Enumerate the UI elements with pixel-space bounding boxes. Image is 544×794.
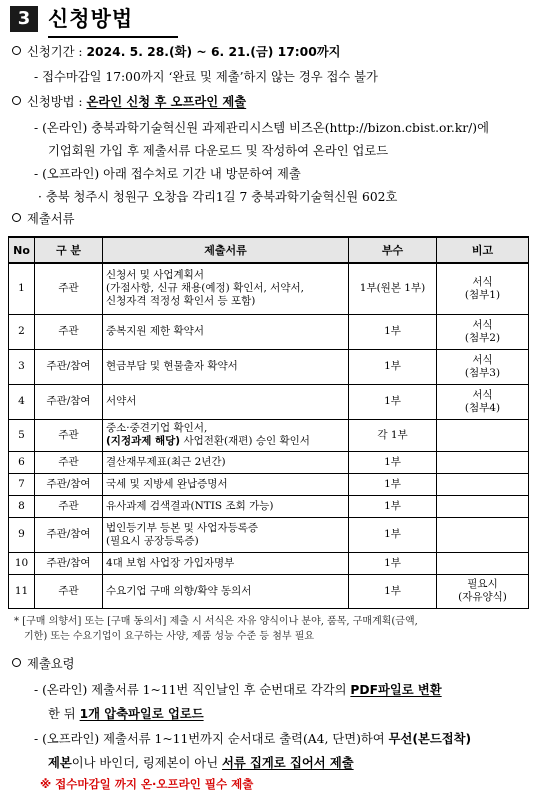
row-no: 9: [9, 517, 35, 552]
method-offline: - (오프라인) 아래 접수처로 기간 내 방문하여 제출: [34, 167, 301, 181]
circle-bullet-icon: [12, 213, 21, 222]
row-remarks: [437, 517, 529, 552]
period-line: [12, 44, 341, 60]
method-label: 신청방법 :: [27, 95, 83, 109]
circle-bullet-icon: [12, 46, 21, 55]
designated-task-label: (지정과제 해당): [106, 435, 181, 447]
table-row: [9, 384, 529, 419]
row-document: 수요기업 구매 의향/확약 동의서: [103, 574, 349, 608]
procedure-online: [34, 678, 534, 726]
row-document-part: 사업전환(재편) 승인 확인서: [180, 435, 310, 447]
header-document: 제출서류: [103, 237, 349, 263]
method-address: · 충북 청주시 청원구 오창읍 각리1길 7 충북과학기술혁신원 602호: [38, 190, 398, 204]
period-label: 신청기간 :: [27, 45, 83, 59]
method-value: 온라인 신청 후 오프라인 제출: [86, 95, 247, 109]
row-copies: 1부: [349, 473, 437, 495]
section-header: [10, 6, 534, 34]
deadline-warning: [40, 776, 253, 792]
row-document: 국세 및 지방세 완납증명서: [103, 473, 349, 495]
table-row: [9, 263, 529, 314]
row-remarks: 서식 (첨부1): [437, 263, 529, 314]
row-remarks: 서식 (첨부2): [437, 314, 529, 349]
row-type: 주관/참여: [35, 384, 103, 419]
procedure-heading: [12, 656, 75, 672]
docs-heading: [12, 211, 75, 227]
table-row: [9, 451, 529, 473]
row-copies: 1부: [349, 349, 437, 384]
row-remarks: [437, 451, 529, 473]
table-row: [9, 349, 529, 384]
zip-upload-emphasis: 1개 압축파일로 업로드: [79, 707, 204, 721]
header-type: 구 분: [35, 237, 103, 263]
warning-text: ※ 접수마감일 까지 온·오프라인 필수 제출: [40, 777, 254, 791]
row-document: 법인등기부 등본 및 사업자등록증 (필요시 공장등록증): [103, 517, 349, 552]
row-copies: 1부: [349, 495, 437, 517]
row-remarks: [437, 495, 529, 517]
row-document-part: 중소·중견기업 확인서,: [106, 422, 208, 434]
row-document: 현금부담 및 현물출자 확약서: [103, 349, 349, 384]
table-row: [9, 314, 529, 349]
row-copies: 1부: [349, 517, 437, 552]
row-document: [103, 419, 349, 451]
circle-bullet-icon: [12, 658, 21, 667]
row-no: 10: [9, 552, 35, 574]
row-no: 8: [9, 495, 35, 517]
purchase-footnote: [14, 614, 524, 644]
section-title-underline: [48, 36, 178, 38]
row-type: 주관: [35, 263, 103, 314]
row-type: 주관: [35, 314, 103, 349]
row-copies: 각 1부: [349, 419, 437, 451]
row-document: 결산재무제표(최근 2년간): [103, 451, 349, 473]
method-online-1: - (온라인) 충북과학기술혁신원 과제관리시스템 비즈온(http://bizon.cbist.or.kr/)에: [34, 121, 489, 135]
row-document: 4대 보험 사업장 가입자명부: [103, 552, 349, 574]
row-copies: 1부: [349, 314, 437, 349]
row-document: 서약서: [103, 384, 349, 419]
period-note: - 접수마감일 17:00까지 ‘완료 및 제출’하지 않는 경우 접수 불가: [34, 70, 378, 84]
header-remarks: 비고: [437, 237, 529, 263]
table-header-row: [9, 237, 529, 263]
row-no: 7: [9, 473, 35, 495]
row-remarks: [437, 419, 529, 451]
row-type: 주관/참여: [35, 552, 103, 574]
table-row: [9, 574, 529, 608]
row-copies: 1부: [349, 451, 437, 473]
row-no: 4: [9, 384, 35, 419]
documents-table: [8, 236, 529, 609]
row-no: 5: [9, 419, 35, 451]
table-row: [9, 473, 529, 495]
row-remarks: [437, 552, 529, 574]
binding-emphasis: 무선(본드접착): [388, 732, 472, 746]
row-copies: 1부(원본 1부): [349, 263, 437, 314]
row-type: 주관: [35, 495, 103, 517]
procedure-offline: [34, 727, 534, 775]
row-type: 주관: [35, 574, 103, 608]
row-type: 주관/참여: [35, 473, 103, 495]
row-type: 주관/참여: [35, 349, 103, 384]
row-document: 유사과제 검색결과(NTIS 조회 가능): [103, 495, 349, 517]
docs-title: 제출서류: [27, 212, 75, 226]
row-copies: 1부: [349, 384, 437, 419]
section-title: 신청방법: [48, 7, 134, 31]
circle-bullet-icon: [12, 96, 21, 105]
footnote-line-1: * [구매 의향서] 또는 [구매 동의서] 제출 시 서식은 자유 양식이나 분야, 품목, 구매계획(금액,: [14, 616, 418, 627]
table-row: [9, 495, 529, 517]
row-copies: 1부: [349, 574, 437, 608]
footnote-line-2: 기한) 또는 수요기업이 요구하는 사양, 제품 성능 수준 등 첨부 필요: [24, 631, 315, 642]
procedure-online-text: 한 뒤: [48, 707, 80, 721]
binding-emphasis-2: 제본: [48, 756, 72, 770]
procedure-offline-text: - (오프라인) 제출서류 1~11번까지 순서대로 출력(A4, 단면)하여: [34, 732, 389, 746]
row-remarks: 서식 (첨부4): [437, 384, 529, 419]
table-row: [9, 552, 529, 574]
header-copies: 부수: [349, 237, 437, 263]
clip-submission-emphasis: 서류 집게로 집어서 제출: [221, 756, 354, 770]
procedure-online-text: - (온라인) 제출서류 1~11번 직인날인 후 순번대로 각각의: [34, 683, 351, 697]
row-document: 중복지원 제한 확약서: [103, 314, 349, 349]
row-type: 주관: [35, 419, 103, 451]
table-row: [9, 517, 529, 552]
procedure-title: 제출요령: [27, 657, 75, 671]
procedure-offline-text: 이나 바인더, 링제본이 아닌: [71, 756, 222, 770]
row-remarks: 필요시 (자유양식): [437, 574, 529, 608]
row-no: 3: [9, 349, 35, 384]
row-document: 신청서 및 사업계획서 (가점사항, 신규 채용(예정) 확인서, 서약서, 신청자격 적정성 확인서 등 포함): [103, 263, 349, 314]
period-value: 2024. 5. 28.(화) ~ 6. 21.(금) 17:00까지: [86, 45, 341, 59]
row-copies: 1부: [349, 552, 437, 574]
row-type: 주관: [35, 451, 103, 473]
section-number: 3: [10, 6, 38, 32]
row-remarks: [437, 473, 529, 495]
row-no: 2: [9, 314, 35, 349]
pdf-conversion-emphasis: PDF파일로 변환: [350, 683, 442, 697]
row-no: 11: [9, 574, 35, 608]
row-type: 주관/참여: [35, 517, 103, 552]
method-line: [12, 94, 246, 110]
method-online-2: 기업회원 가입 후 제출서류 다운로드 및 작성하여 온라인 업로드: [48, 144, 389, 158]
row-remarks: 서식 (첨부3): [437, 349, 529, 384]
row-no: 1: [9, 263, 35, 314]
header-no: No: [9, 237, 35, 263]
table-row: [9, 419, 529, 451]
row-no: 6: [9, 451, 35, 473]
